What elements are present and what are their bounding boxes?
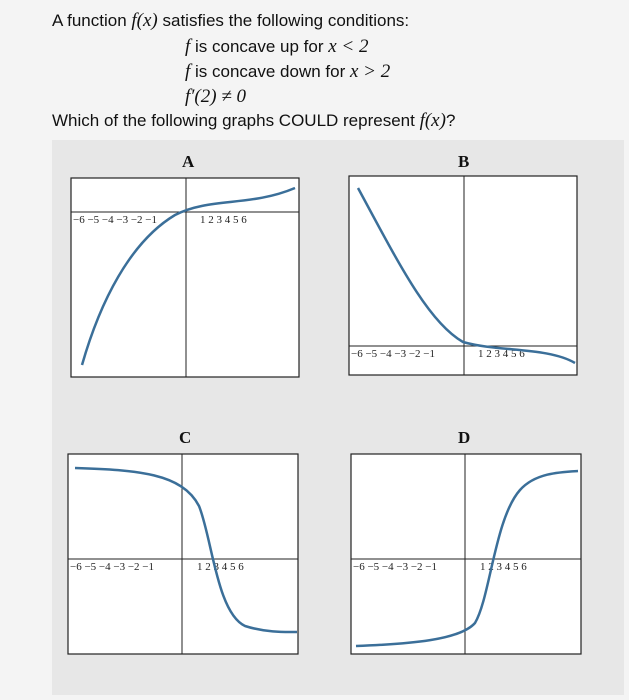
cond3-math: f′(2) ≠ 0 [185, 86, 247, 107]
graph-a-neg-ticks: −6 −5 −4 −3 −2 −1 [73, 214, 157, 226]
graph-b-svg [348, 152, 583, 382]
condition-2 [185, 61, 390, 83]
prompt-function: f(x) [419, 110, 446, 131]
graph-d-pos-ticks: 1 2 3 4 5 6 [480, 561, 527, 573]
graph-d-label: D [458, 428, 471, 447]
graphs-sheet [52, 140, 624, 695]
graph-c-svg [67, 428, 302, 658]
graph-c-neg-ticks: −6 −5 −4 −3 −2 −1 [70, 561, 154, 573]
condition-1 [185, 36, 369, 58]
cond1-f: f [185, 36, 191, 57]
graph-c-frame [68, 454, 298, 654]
graph-d-panel[interactable] [350, 428, 585, 658]
intro-function: f(x) [131, 10, 158, 31]
question-prompt [52, 110, 455, 132]
cond1-math: x < 2 [328, 36, 369, 57]
graph-b-frame [349, 176, 577, 375]
graph-b-neg-ticks: −6 −5 −4 −3 −2 −1 [351, 348, 435, 360]
cond2-text: is concave down for [190, 62, 350, 81]
graph-a-label: A [182, 152, 195, 171]
graph-a-frame [71, 178, 299, 377]
graph-b-label: B [458, 152, 470, 171]
graph-c-pos-ticks: 1 2 3 4 5 6 [197, 561, 244, 573]
condition-3 [185, 86, 246, 108]
graph-c-label: C [179, 428, 192, 447]
cond2-math: x > 2 [349, 61, 391, 82]
cond1-text: is concave up for [190, 37, 329, 56]
intro-text: A function [52, 11, 132, 30]
graph-a-pos-ticks: 1 2 3 4 5 6 [200, 214, 247, 226]
prompt-text: Which of the following graphs COULD represent [52, 111, 420, 130]
question-intro [52, 10, 409, 32]
graph-c-panel[interactable] [67, 428, 302, 658]
prompt-end: ? [445, 111, 456, 130]
cond2-f: f [185, 61, 191, 82]
graph-d-neg-ticks: −6 −5 −4 −3 −2 −1 [353, 561, 437, 573]
graph-a-panel[interactable] [70, 152, 300, 382]
graph-d-frame [351, 454, 581, 654]
graph-a-svg [70, 152, 300, 382]
intro-text-end: satisfies the following conditions: [157, 11, 410, 30]
graph-b-panel[interactable] [348, 152, 583, 382]
graph-d-svg [350, 428, 585, 658]
graph-b-pos-ticks: 1 2 3 4 5 6 [478, 348, 525, 360]
